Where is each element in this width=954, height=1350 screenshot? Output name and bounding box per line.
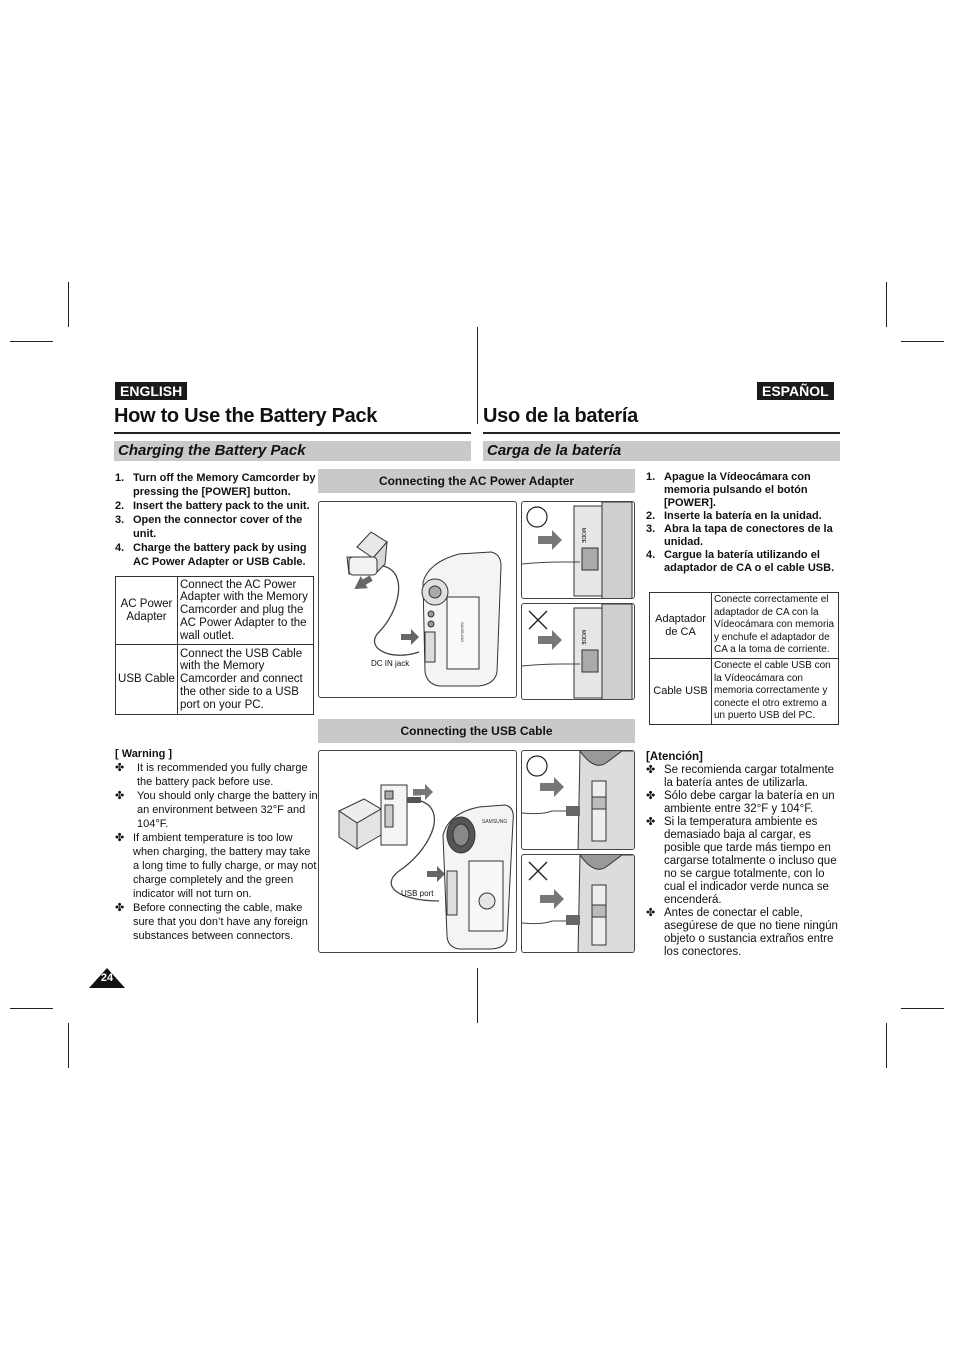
- arrow-right-icon: [540, 777, 564, 797]
- step-item: 1. Turn off the Memory Camcorder by pressing the [POWER] button.: [115, 472, 316, 498]
- brand-label: SAMSUNG: [482, 819, 508, 825]
- crop-mark: [10, 341, 53, 342]
- step-item: 4. Cargue la batería utilizando el adaptador de CA o el cable USB.: [646, 549, 835, 574]
- table-cell-desc: Connect the AC Power Adapter with the Memory Camcorder and plug the AC Power Adapter to the wall outlet.: [178, 577, 314, 645]
- brand-label: SAMSUNG: [460, 622, 465, 643]
- language-tag-espanol: ESPAÑOL: [757, 382, 834, 400]
- figure-heading-ac: Connecting the AC Power Adapter: [318, 469, 635, 493]
- ac-detail-correct: [521, 501, 635, 599]
- table-row: [650, 659, 839, 725]
- mode-label: MODE: [580, 528, 586, 543]
- step-item: 3. Open the connector cover of the unit.: [115, 514, 303, 540]
- arrow-right-icon: [540, 889, 564, 909]
- crop-mark: [10, 1008, 53, 1009]
- section-heading-text: Carga de la batería: [487, 442, 622, 459]
- arrow-right-icon: [538, 530, 562, 550]
- table-cell-label: Adaptador de CA: [650, 593, 712, 659]
- section-heading-espanol: [483, 441, 840, 461]
- crop-mark: [901, 341, 944, 342]
- table-cell-label: USB Cable: [116, 645, 178, 715]
- table-cell-desc: Conecte el cable USB con la Vídeocámara con memoria correctamente y conecte el otro extremo a un puerto USB del PC.: [712, 659, 839, 725]
- page-title-english: How to Use the Battery Pack: [114, 405, 378, 427]
- center-divider: [477, 968, 478, 1023]
- table-cell-label: Cable USB: [650, 659, 712, 725]
- warning-item: ✤ If ambient temperature is too low when charging, the battery may take a long time to fully charge, or may not charge completely and the green indicator will not turn on.: [115, 832, 317, 900]
- table-row: [116, 645, 314, 715]
- warning-item: ✤ It is recommended you fully charge the battery pack before use.: [115, 762, 308, 788]
- crop-mark: [901, 1008, 944, 1009]
- dc-in-jack-label: DC IN jack: [371, 659, 410, 668]
- correct-circle-icon: [527, 507, 547, 527]
- warning-item: ✤ Sólo debe cargar la batería en un ambiente entre 32°F y 104°F.: [646, 790, 835, 815]
- ac-detail-incorrect: [521, 603, 635, 700]
- warning-item: ✤ You should only charge the battery in an environment between 32°F and 104°F.: [115, 790, 318, 830]
- warning-title: [ Warning ]: [115, 748, 173, 760]
- correct-circle-icon: [527, 756, 547, 776]
- warning-item: ✤ Se recomienda cargar totalmente la batería antes de utilizarla.: [646, 764, 835, 789]
- center-divider: [477, 327, 478, 424]
- steps-list-espanol: [646, 471, 842, 575]
- incorrect-cross-icon: [529, 611, 547, 629]
- warning-item: ✤ Antes de conectar el cable, asegúrese de que no tiene ningún objeto o sustancia extraños entre los conectores.: [646, 907, 838, 958]
- usb-detail-correct: [521, 750, 635, 850]
- usb-port-label: USB port: [401, 889, 434, 898]
- table-row: [116, 577, 314, 645]
- warning-item: ✤ Before connecting the cable, make sure that you don’t have any foreign substances between connectors.: [115, 902, 308, 942]
- crop-mark: [68, 1023, 69, 1068]
- title-rule: [114, 432, 471, 434]
- charging-methods-table-espanol: [649, 592, 839, 725]
- warning-section-espanol: [646, 751, 842, 959]
- section-heading-english: [114, 441, 471, 461]
- warning-title: [Atención]: [646, 751, 703, 763]
- warning-item: ✤ Si la temperatura ambiente es demasiado baja al cargar, es posible que tarde más tiempo en cargarse totalmente o incluso que no se cargue totalmente, con lo cual el indicador verde nunca se encenderá.: [646, 816, 837, 906]
- figure-heading-usb: Connecting the USB Cable: [318, 719, 635, 743]
- incorrect-cross-icon: [529, 862, 547, 880]
- ac-adapter-illustration: [318, 501, 517, 698]
- charging-methods-table-english: [115, 576, 314, 715]
- usb-detail-incorrect: [521, 854, 635, 953]
- crop-mark: [886, 282, 887, 327]
- crop-mark: [68, 282, 69, 327]
- language-tag-english: ENGLISH: [115, 382, 187, 400]
- arrow-right-icon: [538, 630, 562, 650]
- table-cell-desc: Connect the USB Cable with the Memory Camcorder and connect the other side to a USB port on your PC.: [178, 645, 314, 715]
- warning-section-english: [115, 747, 319, 943]
- table-cell-label: AC Power Adapter: [116, 577, 178, 645]
- step-item: 2. Insert the battery pack to the unit.: [115, 500, 310, 512]
- section-heading-text: Charging the Battery Pack: [118, 442, 306, 459]
- step-item: 3. Abra la tapa de conectores de la unidad.: [646, 523, 833, 548]
- mode-label: MODE: [580, 630, 586, 645]
- title-rule: [483, 432, 840, 434]
- steps-list-english: [115, 471, 318, 569]
- step-item: 4. Charge the battery pack by using AC Power Adapter or USB Cable.: [115, 542, 307, 568]
- page-title-espanol: Uso de la batería: [483, 405, 638, 427]
- table-cell-desc: Conecte correctamente el adaptador de CA con la Vídeocámara con memoria y enchufe el adaptador de CA a la toma de corriente.: [712, 593, 839, 659]
- page-number: 24: [100, 972, 114, 984]
- step-item: 1. Apague la Vídeocámara con memoria pulsando el botón [POWER].: [646, 471, 811, 509]
- step-item: 2. Inserte la batería en la unidad.: [646, 510, 822, 522]
- crop-mark: [886, 1023, 887, 1068]
- usb-cable-illustration: [318, 750, 517, 953]
- table-row: [650, 593, 839, 659]
